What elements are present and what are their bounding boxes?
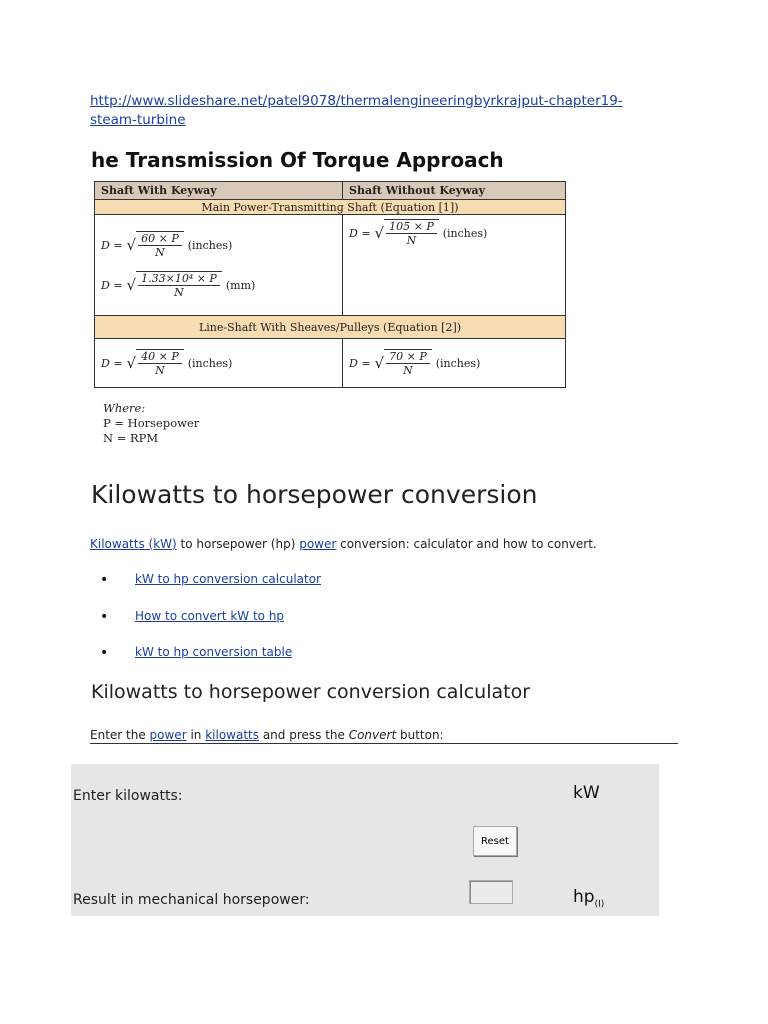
list-item <box>100 572 321 609</box>
formula-4: D = √ $\frac{40 \times P}{N}$ (inches) <box>101 350 233 377</box>
kilowatts-input-label: Enter kilowatts: <box>73 788 183 804</box>
variable-definitions <box>103 401 199 446</box>
hp-unit-label: $hp_{(I)}$ <box>573 887 605 910</box>
kw-unit-label: kW <box>573 783 600 803</box>
reset-button[interactable]: Reset <box>473 826 517 856</box>
main-shaft-band: Main Power-Transmitting Shaft (Equation [1]) <box>95 200 566 215</box>
list-item <box>100 645 321 682</box>
how-to-convert-link[interactable]: How to convert kW to hp <box>135 608 285 623</box>
power-link-2[interactable]: power <box>149 728 187 742</box>
calculator-heading: Kilowatts to horsepower conversion calculator <box>91 681 531 703</box>
result-field[interactable] <box>469 880 513 904</box>
source-link[interactable]: http://www.slideshare.net/patel9078/thermalengineeringbyrkrajput-chapter19-steam-turbine <box>90 93 623 128</box>
result-label: Result in mechanical horsepower: <box>73 892 310 908</box>
torque-heading: he Transmission Of Torque Approach <box>91 148 504 172</box>
calculator-panel <box>71 764 659 916</box>
definition-n: N = RPM <box>103 431 159 445</box>
calculator-instructions: Enter the power in kilowatts and press the Convert button: <box>90 728 678 744</box>
bullet-icon: • <box>100 572 109 588</box>
list-item <box>100 609 321 646</box>
intro-paragraph: Kilowatts (kW) to horsepower (hp) power conversion: calculator and how to convert. <box>90 537 597 551</box>
kilowatts-link-2[interactable]: kilowatts <box>205 728 259 742</box>
section-link-list <box>100 572 321 682</box>
formula-1: D = √ $\frac{60 \times P}{N}$ (inches) <box>101 232 233 259</box>
col-header-with-keyway: Shaft With Keyway <box>95 182 343 200</box>
definition-p: P = Horsepower <box>103 416 200 430</box>
kilowatts-link[interactable]: Kilowatts (kW) <box>90 537 177 551</box>
line-shaft-band: Line-Shaft With Sheaves/Pulleys (Equation [2]) <box>95 316 566 339</box>
formula-2: D = √ $\frac{\text{1.33×10⁴ × P}}{N}$ (mm) <box>101 272 256 299</box>
calculator-link[interactable]: kW to hp conversion calculator <box>135 572 321 586</box>
conversion-table-link[interactable]: kW to hp conversion table <box>135 645 293 659</box>
formula-5: D = √ $\frac{70 \times P}{N}$ (inches) <box>349 350 481 377</box>
col-header-without-keyway: Shaft Without Keyway <box>343 182 566 200</box>
shaft-formula-table <box>94 181 566 388</box>
page-title: Kilowatts to horsepower conversion <box>91 480 538 509</box>
power-link[interactable]: power <box>299 537 337 551</box>
bullet-icon: • <box>100 645 109 661</box>
formula-3: D = √ $\frac{105 \times P}{N}$ (inches) <box>349 220 488 247</box>
bullet-icon: • <box>100 608 109 625</box>
where-label: Where: <box>103 401 146 415</box>
